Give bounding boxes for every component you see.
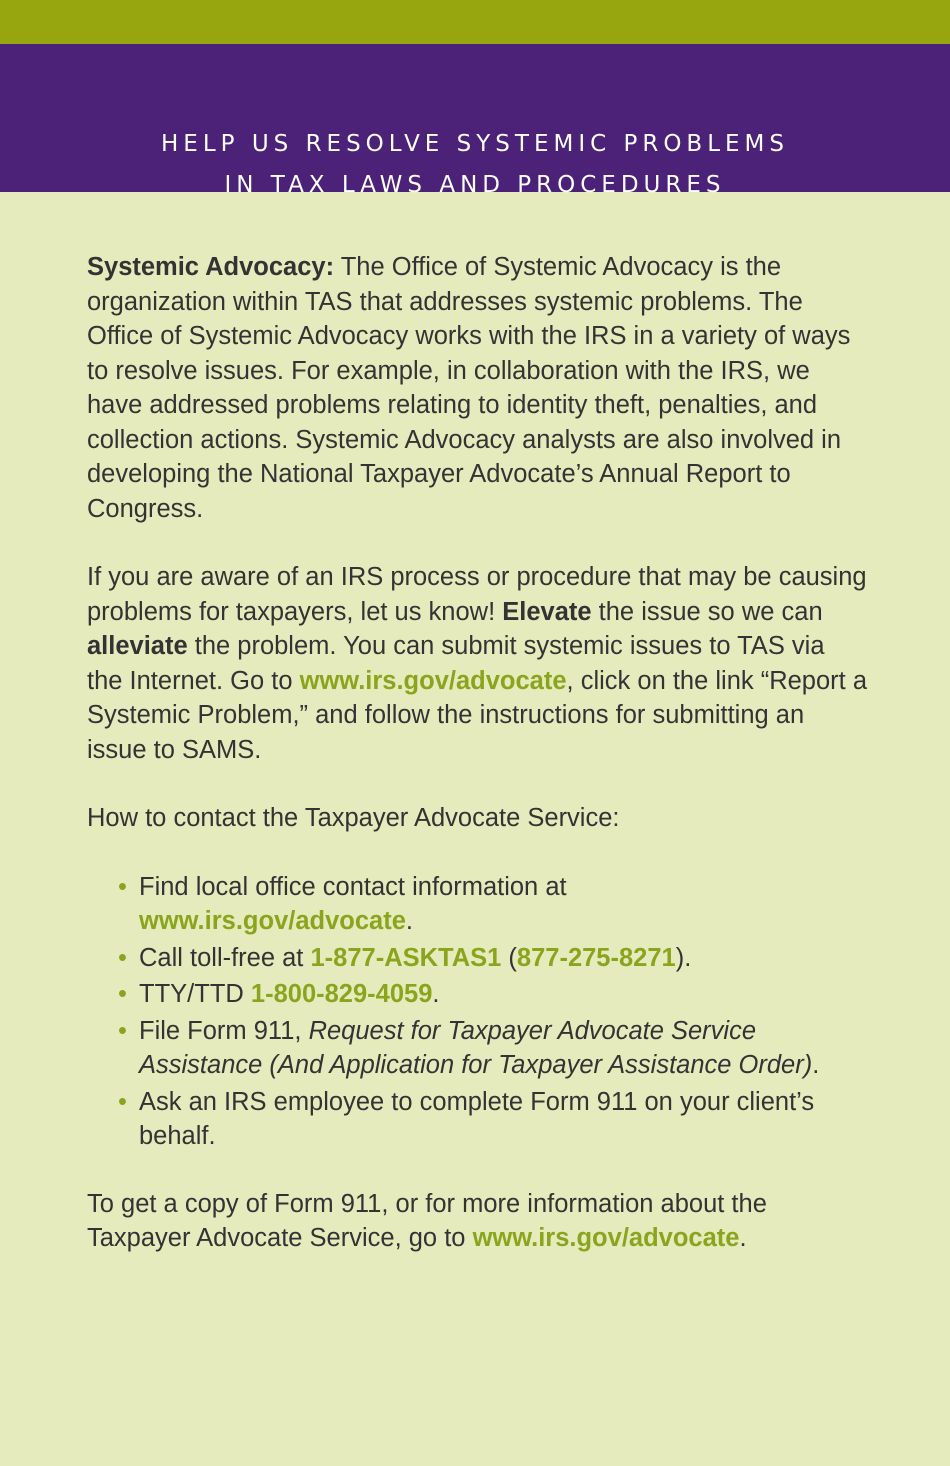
report-issue-text-3: the problem. You can submit systemic issues to TAS via the Internet. Go to: [87, 632, 825, 695]
bullet-end: .: [405, 907, 413, 935]
report-issue-paragraph: [87, 560, 867, 767]
elevate-word: Elevate: [502, 597, 592, 626]
list-item: [118, 1014, 867, 1083]
bullet-text: Ask an IRS employee to complete Form 911 on your client’s behalf.: [139, 1087, 815, 1150]
main-content: [87, 250, 867, 1290]
list-item: [118, 941, 867, 976]
list-item: [118, 977, 867, 1012]
systemic-advocacy-paragraph: [87, 250, 867, 526]
advocate-link[interactable]: www.irs.gov/advocate: [472, 1224, 740, 1252]
systemic-advocacy-text: The Office of Systemic Advocacy is the organization within TAS that addresses systemic problems. The Office of Systemic Advocacy works with the IRS in a variety of ways to resolve issues. For example, in collaboration with the IRS, we have addressed problems relating to identity theft, penalties, and collection actions. Systemic Advocacy analysts are also involved in developing the National Taxpayer Advocate’s Annual Report to Congress.: [87, 253, 851, 523]
bullet-text: Call toll-free at: [139, 943, 311, 972]
bullet-icon: •: [118, 1087, 127, 1116]
alleviate-word: alleviate: [87, 632, 188, 660]
bullet-end: .: [812, 1051, 820, 1079]
bullet-text: File Form 911,: [139, 1016, 309, 1045]
list-item: [118, 870, 867, 939]
header-title-line-2: IN TAX LAWS AND PROCEDURES: [224, 172, 726, 198]
bullet-end: ).: [675, 943, 692, 972]
page-header-banner: [0, 44, 950, 198]
bullet-icon: •: [118, 980, 127, 1008]
toll-free-phone[interactable]: 1-877-ASKTAS1: [310, 943, 502, 972]
bullet-icon: •: [118, 872, 127, 901]
header-title-line-1: HELP US RESOLVE SYSTEMIC PROBLEMS: [161, 131, 789, 157]
report-issue-text-4: , click on the link “Report a Systemic Problem,” and follow the instructions for submitting an issue to SAMS.: [87, 666, 868, 764]
list-item: [118, 1085, 867, 1154]
report-issue-text-2: the issue so we can: [591, 597, 823, 626]
bullet-text: (: [501, 943, 517, 972]
tty-phone[interactable]: 1-800-829-4059: [250, 980, 433, 1008]
systemic-advocacy-label: Systemic Advocacy:: [87, 253, 335, 281]
contact-intro: How to contact the Taxpayer Advocate Service:: [87, 804, 620, 832]
closing-end: .: [739, 1224, 747, 1252]
closing-paragraph: [87, 1187, 867, 1256]
bullet-icon: •: [118, 943, 127, 972]
top-color-band: [0, 0, 950, 44]
report-issue-text-1: If you are aware of an IRS process or procedure that may be causing problems for taxpayers, let us know!: [87, 563, 867, 626]
contact-list: [87, 870, 867, 1154]
advocate-link[interactable]: www.irs.gov/advocate: [139, 907, 406, 935]
bullet-icon: •: [118, 1016, 127, 1045]
toll-free-phone-number[interactable]: 877-275-8271: [516, 943, 676, 972]
closing-text: To get a copy of Form 911, or for more information about the Taxpayer Advocate Service, go to: [87, 1189, 767, 1252]
bullet-text: Find local office contact information at: [139, 872, 567, 901]
advocate-link[interactable]: www.irs.gov/advocate: [299, 666, 567, 695]
form-911-title: Request for Taxpayer Advocate Service Assistance (And Application for Taxpayer Assistance Order): [139, 1016, 813, 1079]
bullet-text: TTY/TTD: [139, 980, 251, 1008]
bullet-end: .: [432, 980, 440, 1008]
